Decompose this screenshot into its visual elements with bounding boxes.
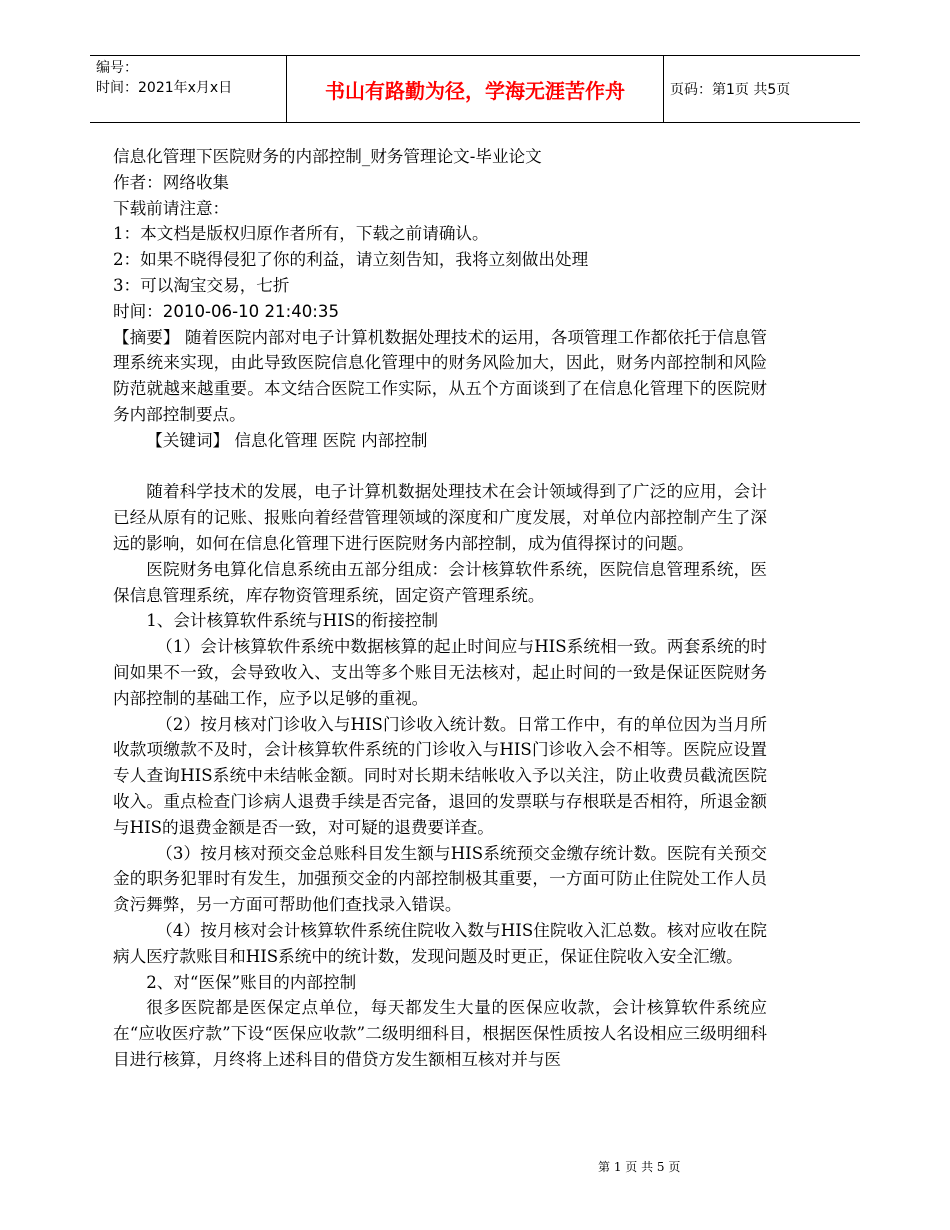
header-meta (96, 58, 286, 98)
list-item: （4）按月核对会计核算软件系统住院收入数与HIS住院收入汇总数。核对应收在院病人医疗款账目和HIS系统中的统计数，发现问题及时更正，保证住院收入安全汇缴。 (113, 920, 767, 966)
notice-item-3: 3：可以淘宝交易，七折 (113, 275, 290, 295)
doc-time: 时间：2010-06-10 21:40:35 (113, 301, 340, 321)
list-item: （3）按月核对预交金总账科目发生额与HIS系统预交金缴存统计数。医院有关预交金的职务犯罪时有发生，加强预交金的内部控制极其重要，一方面可防止住院处工作人员贪污舞弊，另一方面可帮助他们查找录入错误。 (113, 843, 767, 915)
section-heading: 1、会计核算软件系统与HIS的衔接控制 (146, 611, 439, 631)
notice-item-2: 2：如果不晓得侵犯了你的利益，请立刻告知，我将立刻做出处理 (113, 250, 589, 270)
list-item: （2）按月核对门诊收入与HIS门诊收入统计数。日常工作中，有的单位因为当月所收款项缴款不及时，会计核算软件系统的门诊收入与HIS门诊收入会不相等。医院应设置专人查询HIS系统中未结帐金额。同时对长期未结帐收入予以关注，防止收费员截流医院收入。重点检查门诊病人退费手续是否完备，退回的发票联与存根联是否相符，所退金额与HIS的退费金额是否一致，对可疑的退费要详查。 (113, 714, 767, 837)
section-heading: 2、对“医保”账目的内部控制 (146, 972, 357, 992)
list-item: （1）会计核算软件系统中数据核算的起止时间应与HIS系统相一致。两套系统的时间如果不一致，会导致收入、支出等多个账目无法核对，起止时间的一致是保证医院财务内部控制的基础工作，应予以足够的重视。 (113, 637, 767, 708)
paragraph: 很多医院都是医保定点单位，每天都发生大量的医保应收款，会计核算软件系统应在“应收医疗款”下设“医保应收款”二级明细科目，根据医保性质按人名设相应三级明细科目进行核算，月终将上述科目的借贷方发生额相互核对并与医 (113, 998, 767, 1069)
serial-label: 编号： (96, 60, 138, 76)
page-number: 第 1 页 共 5 页 (598, 1160, 681, 1174)
paragraph: 医院财务电算化信息系统由五部分组成：会计核算软件系统，医院信息管理系统，医保信息管理系统，库存物资管理系统，固定资产管理系统。 (113, 559, 767, 605)
time-label: 时间：2021年x月x日 (96, 80, 233, 96)
abstract: 【摘要】 随着医院内部对电子计算机数据处理技术的运用，各项管理工作都依托于信息管理系统来实现，由此导致医院信息化管理中的财务风险加大，因此，财务内部控制和风险防范就越来越重要。本文结合医院工作实际，从五个方面谈到了在信息化管理下的医院财务内部控制要点。 (113, 327, 767, 424)
doc-title: 信息化管理下医院财务的内部控制_财务管理论文-毕业论文 (113, 147, 542, 166)
keywords: 【关键词】 信息化管理 医院 内部控制 (146, 430, 428, 450)
header-page-info: 页码：第1页 共5页 (670, 82, 791, 98)
notice-item-1: 1：本文档是版权归原作者所有，下载之前请确认。 (113, 224, 489, 244)
document-body (113, 144, 767, 1073)
page-header (90, 55, 860, 123)
doc-author: 作者：网络收集 (113, 172, 230, 192)
paragraph: 随着科学技术的发展，电子计算机数据处理技术在会计领域得到了广泛的应用，会计已经从原有的记账、报账向着经营管理领域的深度和广度发展，对单位内部控制产生了深远的影响，如何在信息化管理下进行医院财务内部控制，成为值得探讨的问题。 (113, 482, 767, 553)
notice-heading: 下载前请注意： (113, 198, 230, 218)
header-motto: 书山有路勤为径，学海无涯苦作舟 (286, 56, 664, 122)
